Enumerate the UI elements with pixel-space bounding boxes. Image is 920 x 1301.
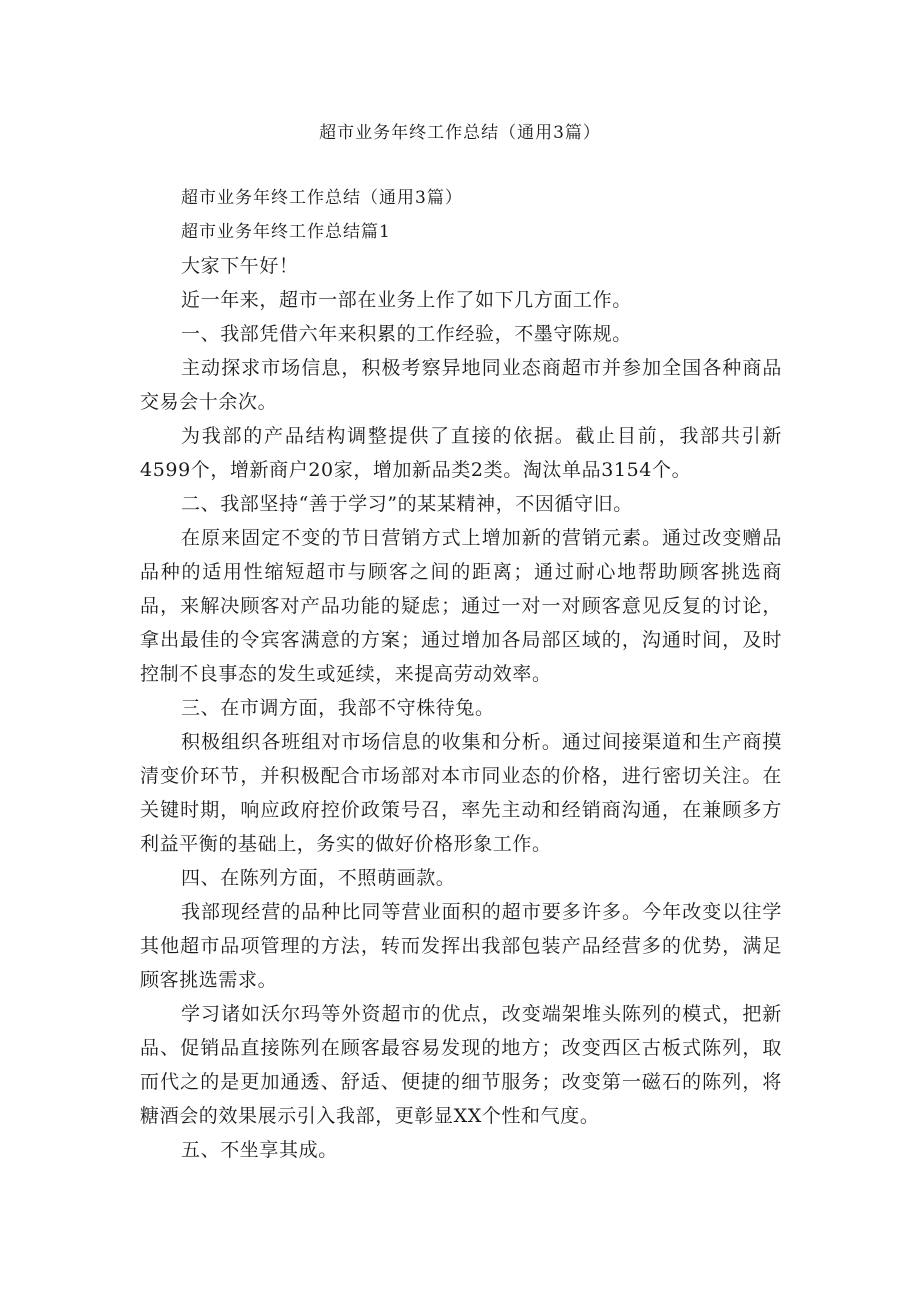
point-heading: 五、不坐享其成。	[181, 1139, 338, 1161]
body-paragraph: 我部现经营的品种比同等营业面积的超市要多许多。今年改变以往学其他超市品项管理的方法，转而发挥出我部包装产品经营多的优势，满足顾客挑选需求。	[140, 901, 782, 991]
point-heading: 一、我部凭借六年来积累的工作经验，不墨守陈规。	[181, 323, 632, 345]
body-paragraph: 近一年来，超市一部在业务上作了如下几方面工作。	[181, 289, 632, 311]
body-paragraph: 主动探求市场信息，积极考察异地同业态商超市并参加全国各种商品交易会十余次。	[140, 357, 782, 413]
subtitle-paragraph: 超市业务年终工作总结（通用3篇）	[181, 188, 463, 208]
point-heading: 二、我部坚持“善于学习”的某某精神，不因循守旧。	[181, 493, 633, 515]
greeting-paragraph: 大家下午好！	[181, 255, 299, 277]
body-paragraph: 在原来固定不变的节日营销方式上增加新的营销元素。通过改变赠品品种的适用性缩短超市与顾客之间的距离；通过耐心地帮助顾客挑选商品，来解决顾客对产品功能的疑虑；通过一对一对顾客意见反复的讨论，拿出最佳的令宾客满意的方案；通过增加各局部区域的，沟通时间，及时控制不良事态的发生或延续，来提高劳动效率。	[140, 527, 782, 685]
point-heading: 三、在市调方面，我部不守株待兔。	[181, 697, 495, 719]
document-body	[140, 181, 782, 1167]
body-paragraph: 学习诸如沃尔玛等外资超市的优点，改变端架堆头陈列的模式，把新品、促销品直接陈列在顾客最容易发现的地方；改变西区古板式陈列，取而代之的是更加通透、舒适、便捷的细节服务；改变第一磁石的陈列，将糖酒会的效果展示引入我部，更彰显XX个性和气度。	[140, 1003, 782, 1127]
section-heading: 超市业务年终工作总结篇1	[181, 222, 391, 242]
document-title: 超市业务年终工作总结（通用3篇）	[319, 123, 601, 143]
body-paragraph: 积极组织各班组对市场信息的收集和分析。通过间接渠道和生产商摸清变价环节，并积极配合市场部对本市同业态的价格，进行密切关注。在关键时期，响应政府控价政策号召，率先主动和经销商沟通，在兼顾多方利益平衡的基础上，务实的做好价格形象工作。	[140, 731, 782, 855]
body-paragraph: 为我部的产品结构调整提供了直接的依据。截止目前，我部共引新4599个，增新商户20家，增加新品类2类。淘汰单品3154个。	[140, 425, 782, 481]
point-heading: 四、在陈列方面，不照萌画款。	[181, 867, 456, 889]
